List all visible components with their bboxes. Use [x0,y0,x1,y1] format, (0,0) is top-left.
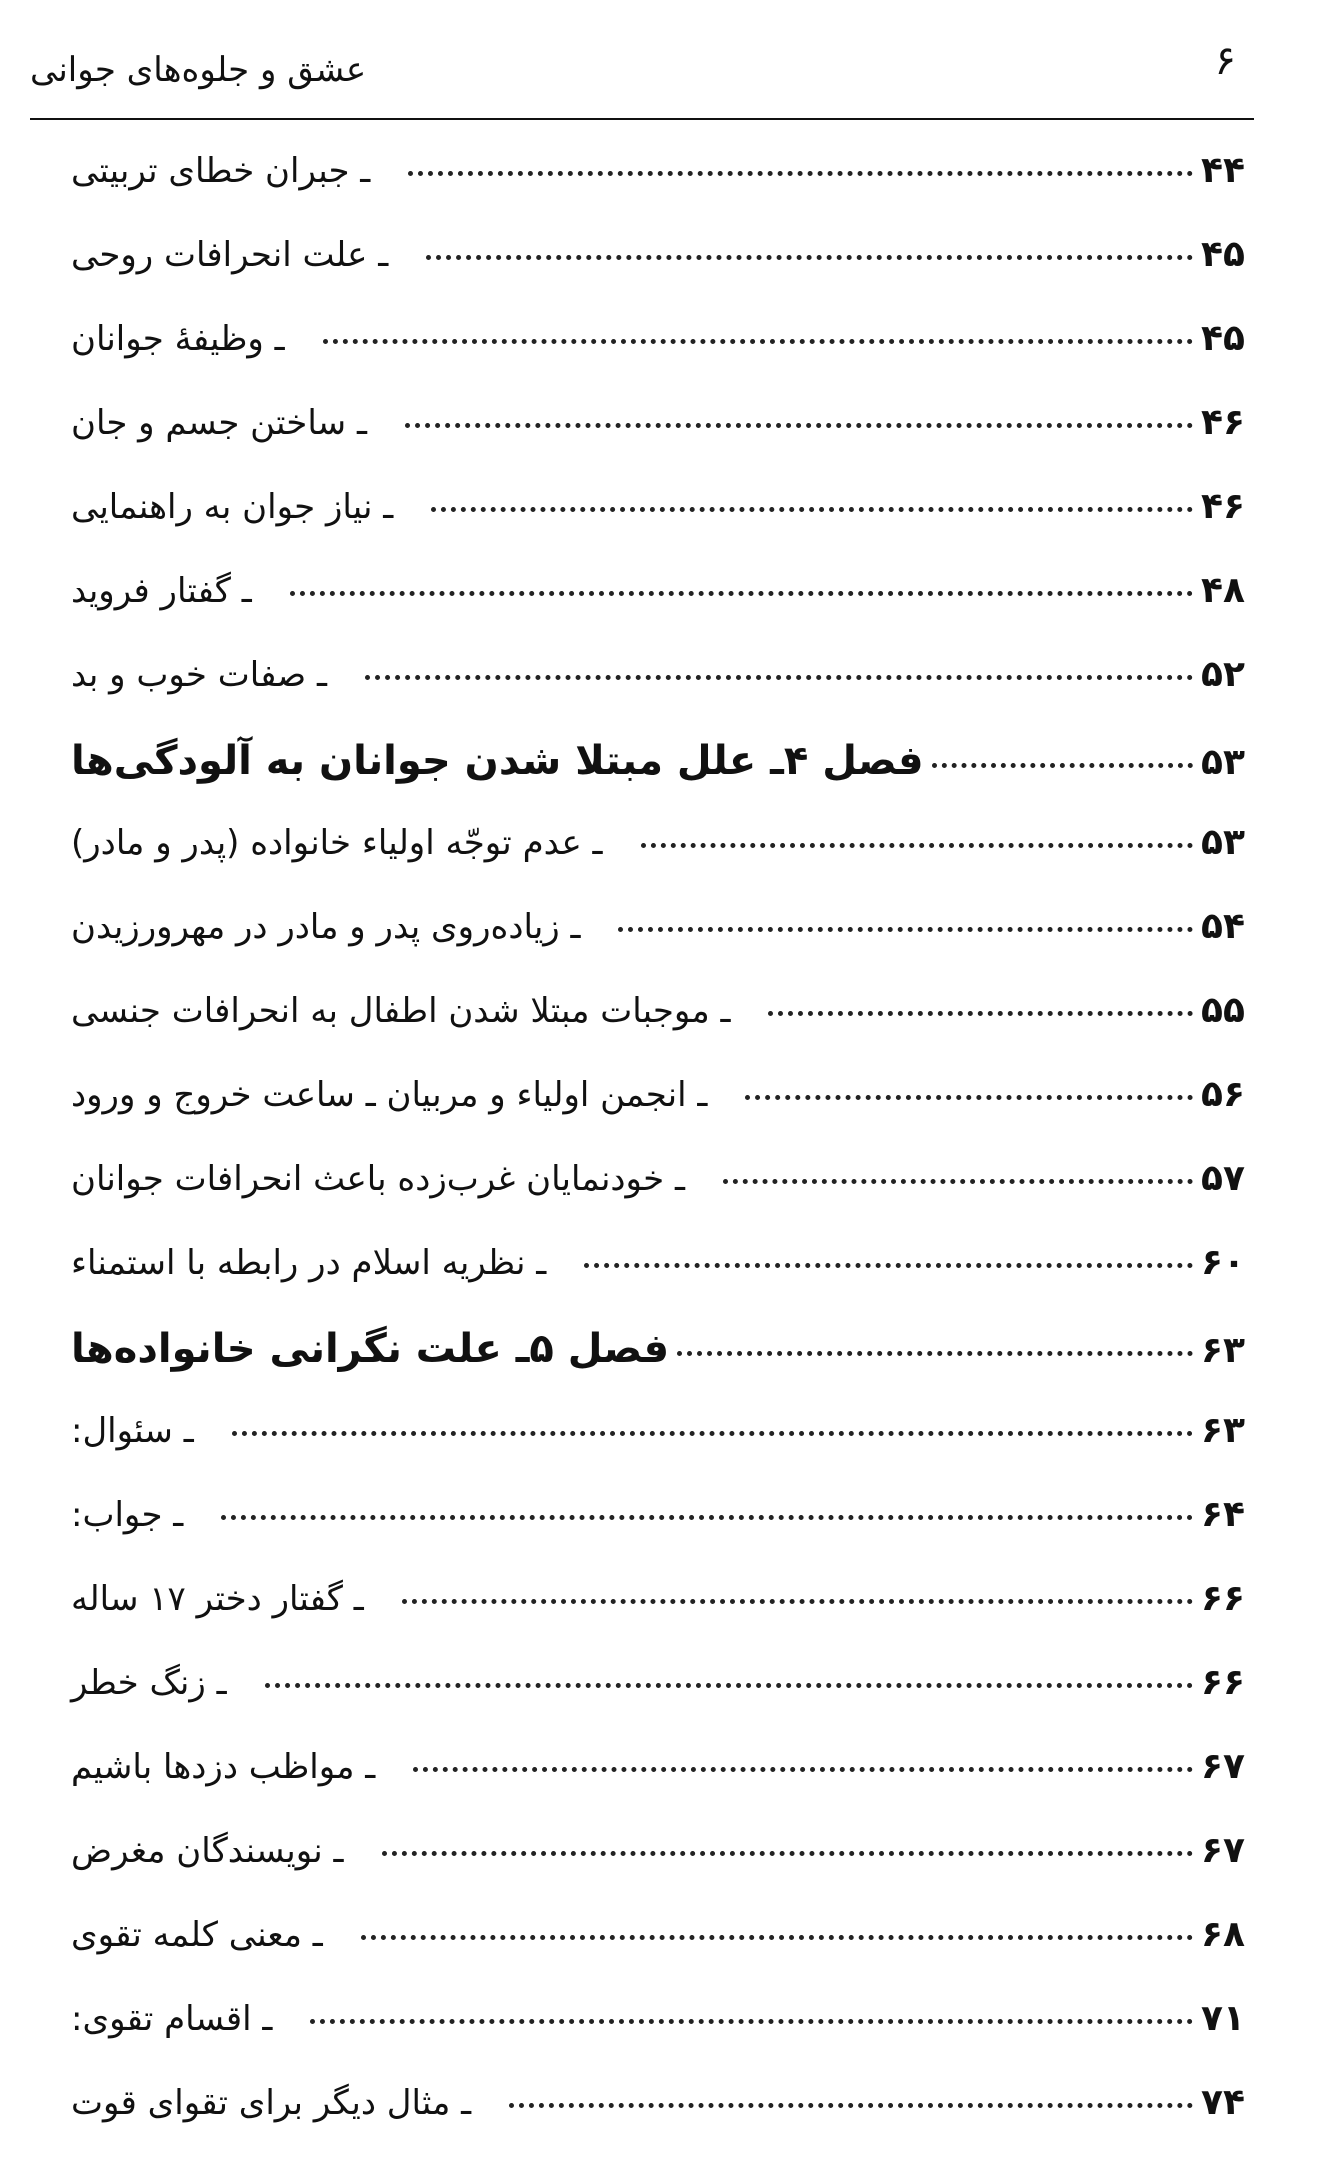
toc-item-title: ـ نظریه اسلام در رابطه با استمناء [71,1243,547,1283]
toc-page-number: ۵۴ [1201,906,1245,947]
toc-item-title: ـ وظیفهٔ جوانان [71,319,285,359]
toc-item-row [65,150,1261,234]
toc-page-number: ۵۷ [1201,1158,1245,1199]
toc-item-title: ـ ساختن جسم و جان [71,403,367,443]
toc-item-title: ـ زنگ خطر [71,1663,227,1703]
toc-item-row [65,822,1261,906]
toc-item-row [65,1074,1261,1158]
toc-page-number: ۴۶ [1201,402,1245,443]
toc-chapter-row [65,1326,1261,1410]
toc-page-number: ۴۴ [1201,150,1245,191]
toc-page-number: ۶۴ [1201,1494,1245,1535]
toc-item-row [65,654,1261,738]
toc-page-number: ۶۳ [1201,1330,1245,1371]
dot-leader [745,1095,1193,1100]
dot-leader [723,1179,1193,1184]
book-title: عشق و جلوه‌های جوانی [30,50,367,90]
toc-chapter-row [65,738,1261,822]
page-number: ۶ [1214,38,1236,84]
dot-leader [408,171,1193,176]
toc-page-number: ۷۱ [1201,1998,1245,2039]
dot-leader [382,1851,1194,1856]
chapter-title: فصل ۵ـ علت نگرانی خانواده‌ها [71,1326,670,1372]
dot-leader [584,1263,1193,1268]
toc-item-row [65,1242,1261,1326]
toc-item-title: ـ مواظب دزدها باشیم [71,1747,376,1787]
dot-leader [618,927,1193,932]
toc-item-title: ـ گفتار فروید [71,571,252,611]
toc-page-number: ۶۶ [1201,1662,1245,1703]
toc-item-title: ـ جواب: [71,1495,184,1535]
toc-item-row [65,402,1261,486]
toc-item-row [65,1494,1261,1578]
toc-page-number: ۴۵ [1201,234,1245,275]
toc-page-number: ۶۷ [1201,1830,1245,1871]
toc-page-number: ۵۳ [1201,742,1245,783]
page-header [30,38,1254,120]
dot-leader [365,675,1193,680]
toc-page-number: ۶۰ [1201,1242,1245,1283]
toc-item-row [65,2082,1261,2166]
toc-page-number: ۶۳ [1201,1410,1245,1451]
toc-item-title: ـ زیاده‌روی پدر و مادر در مهرورزیدن [71,907,581,947]
dot-leader [426,255,1193,260]
toc-page-number: ۵۳ [1201,822,1245,863]
dot-leader [265,1683,1193,1688]
toc-page-number: ۴۶ [1201,486,1245,527]
toc-item-title: ـ انجمن اولیاء و مربیان ـ ساعت خروج و ورود [71,1075,708,1115]
toc-item-row [65,486,1261,570]
toc-page-number: ۵۶ [1201,1074,1245,1115]
toc-page-number: ۴۸ [1201,570,1245,611]
dot-leader [323,339,1193,344]
toc-item-row [65,1578,1261,1662]
toc-item-title: ـ اقسام تقوی: [71,1999,273,2039]
toc-page-number: ۶۶ [1201,1578,1245,1619]
toc-item-row [65,1158,1261,1242]
chapter-title: فصل ۴ـ علل مبتلا شدن جوانان به آلودگی‌ها [71,738,924,784]
table-of-contents [65,150,1261,2166]
dot-leader [361,1935,1193,1940]
toc-item-row [65,1914,1261,1998]
toc-item-title: ـ علت انحرافات روحی [71,235,389,275]
toc-item-row [65,906,1261,990]
toc-page-number: ۷۴ [1201,2082,1245,2123]
toc-item-title: ـ معنی کلمه تقوی [71,1915,323,1955]
toc-item-title: ـ جبران خطای تربیتی [71,151,371,191]
toc-item-title: ـ صفات خوب و بد [71,655,327,695]
dot-leader [932,763,1193,768]
toc-item-title: ـ عدم توجّه اولیاء خانواده (پدر و مادر) [71,823,603,863]
dot-leader [509,2103,1193,2108]
dot-leader [405,423,1193,428]
dot-leader [310,2019,1193,2024]
dot-leader [677,1351,1193,1356]
dot-leader [290,591,1193,596]
toc-item-row [65,1662,1261,1746]
toc-item-title: ـ نیاز جوان به راهنمایی [71,487,394,527]
toc-item-row [65,990,1261,1074]
toc-page-number: ۵۲ [1201,654,1245,695]
toc-page-number: ۵۵ [1201,990,1245,1031]
toc-item-title: ـ مثال دیگر برای تقوای قوت [71,2083,472,2123]
dot-leader [641,843,1193,848]
toc-item-row [65,318,1261,402]
toc-item-row [65,234,1261,318]
dot-leader [431,507,1193,512]
toc-item-title: ـ نویسندگان مغرض [71,1831,344,1871]
toc-item-title: ـ موجبات مبتلا شدن اطفال به انحرافات جنسی [71,991,731,1031]
toc-item-row [65,1830,1261,1914]
toc-item-title: ـ گفتار دختر ۱۷ ساله [71,1579,364,1619]
toc-item-title: ـ خودنمایان غرب‌زده باعث انحرافات جوانان [71,1159,685,1199]
toc-item-row [65,1746,1261,1830]
dot-leader [768,1011,1193,1016]
dot-leader [221,1515,1193,1520]
toc-page-number: ۶۸ [1201,1914,1245,1955]
toc-page-number: ۶۷ [1201,1746,1245,1787]
toc-item-title: ـ سئوال: [71,1411,194,1451]
toc-page-number: ۴۵ [1201,318,1245,359]
toc-item-row [65,1410,1261,1494]
dot-leader [232,1431,1193,1436]
toc-item-row [65,570,1261,654]
toc-item-row [65,1998,1261,2082]
dot-leader [402,1599,1193,1604]
dot-leader [413,1767,1193,1772]
